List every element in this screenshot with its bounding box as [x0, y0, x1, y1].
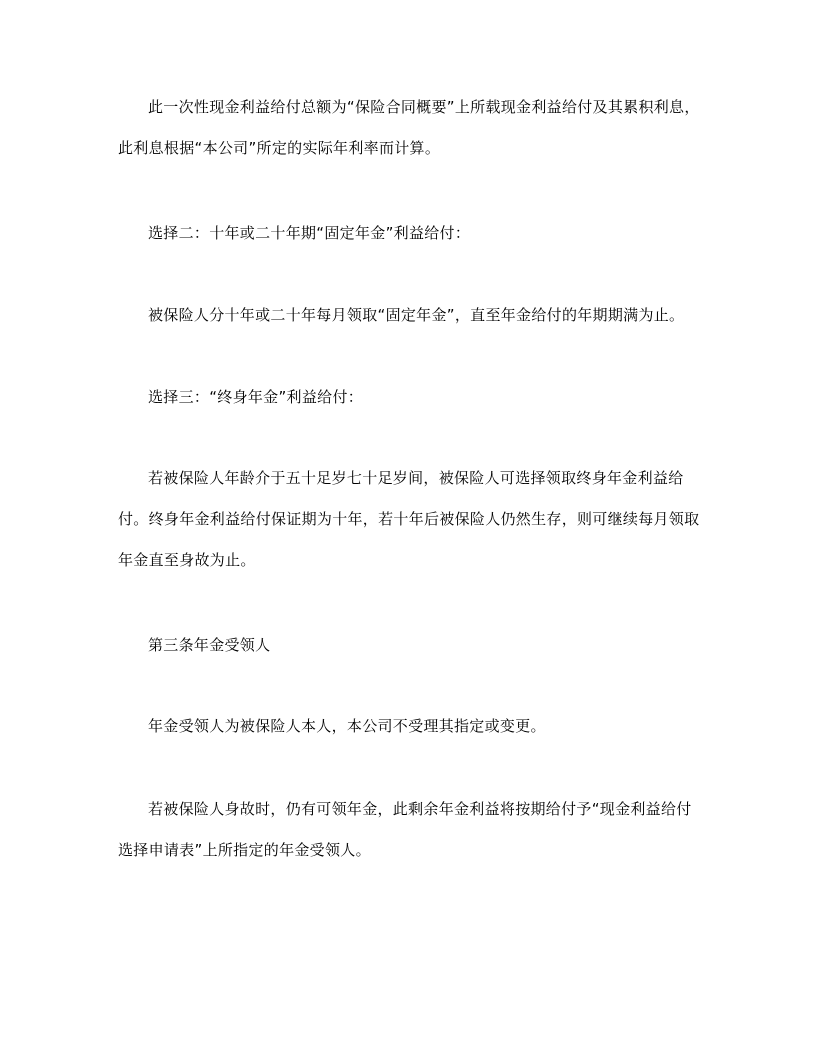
paragraph-remaining-annuity: 若被保险人身故时，仍有可领年金，此剩余年金利益将按期给付予“现金利益给付选择申请表”上所指定的年金受领人。 [118, 800, 692, 859]
paragraph-lump-sum-benefit: 此一次性现金利益给付总额为“保险合同概要”上所载现金利益给付及其累积利息，此利息根据“本公司”所定的实际年利率而计算。 [118, 98, 700, 157]
paragraph-fixed-annuity: 被保险人分十年或二十年每月领取“固定年金”，直至年金给付的年期期满为止。 [148, 306, 685, 324]
section-heading-annuity-recipient: 第三条年金受领人 [148, 636, 271, 654]
paragraph-recipient-rule: 年金受领人为被保险人本人，本公司不受理其指定或变更。 [148, 717, 546, 735]
paragraph-lifetime-annuity: 若被保险人年龄介于五十足岁七十足岁间，被保险人可选择领取终身年金利益给付。终身年金利益给付保证期为十年，若十年后被保险人仍然生存，则可继续每月领取年金直至身故为止。 [118, 469, 700, 569]
paragraph-option-two-heading: 选择二：十年或二十年期“固定年金”利益给付： [148, 224, 471, 242]
paragraph-option-three-heading: 选择三：“终身年金”利益给付： [148, 388, 364, 406]
